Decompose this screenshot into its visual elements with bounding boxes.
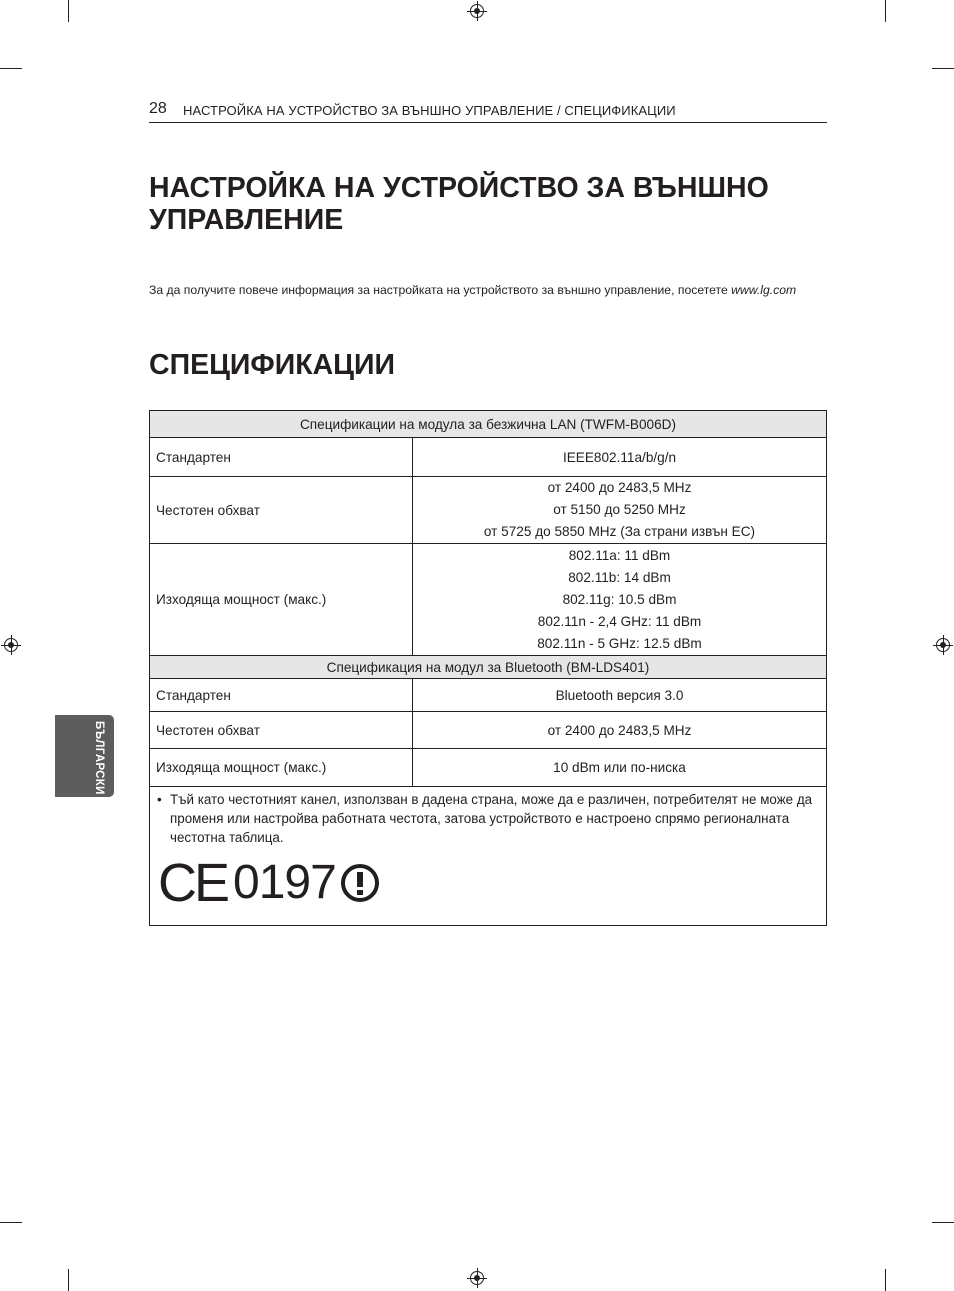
wlan-power-value: 802.11g: 10.5 dBm <box>562 591 677 607</box>
ce-mark-icon: CE <box>158 853 228 913</box>
wlan-frequency-value: от 5150 до 5250 MHz <box>553 502 686 517</box>
table-row <box>150 544 827 656</box>
registration-mark-icon <box>470 1271 484 1285</box>
registration-mark-icon <box>470 4 484 18</box>
bluetooth-power-label: Изходяща мощност (макс.) <box>150 749 413 787</box>
wlan-power-value: 802.11n - 5 GHz: 12.5 dBm <box>537 635 702 651</box>
crop-mark <box>68 0 69 22</box>
crop-mark <box>932 1222 954 1223</box>
language-tab-label: БЪЛГАРСКИ <box>93 721 105 795</box>
table-row <box>150 411 827 438</box>
crop-mark <box>68 1269 69 1291</box>
alert-class-2-icon <box>340 863 380 903</box>
table-row <box>150 477 827 544</box>
certification-marking <box>150 849 826 917</box>
wlan-frequency-value: от 2400 до 2483,5 MHz <box>547 480 692 495</box>
section-title-specifications: СПЕЦИФИКАЦИИ <box>149 349 395 381</box>
page-number: 28 <box>149 100 167 117</box>
running-title: НАСТРОЙКА НА УСТРОЙСТВО ЗА ВЪНШНО УПРАВЛЕНИЕ / СПЕЦИФИКАЦИИ <box>183 103 676 118</box>
intro-text: За да получите повече информация за настройката на устройството за външно управление, посетете <box>149 283 732 297</box>
wlan-power-values <box>413 544 827 656</box>
wlan-standard-label: Стандартен <box>150 438 413 477</box>
wlan-frequency-values <box>413 477 827 544</box>
wlan-standard-value: IEEE802.11a/b/g/n <box>413 438 827 477</box>
crop-mark <box>932 68 954 69</box>
bluetooth-standard-value: Bluetooth версия 3.0 <box>413 679 827 712</box>
table-row <box>150 712 827 749</box>
registration-mark-icon <box>4 638 18 652</box>
bluetooth-heading: Спецификация на модул за Bluetooth (BM-LDS401) <box>150 656 827 679</box>
table-row <box>150 787 827 926</box>
wlan-power-label: Изходяща мощност (макс.) <box>150 544 413 656</box>
table-row <box>150 438 827 477</box>
section-title-external-control: НАСТРОЙКА НА УСТРОЙСТВО ЗА ВЪНШНО УПРАВЛЕНИЕ <box>149 172 769 236</box>
wlan-frequency-value: от 5725 до 5850 MHz (За страни извън ЕС) <box>483 524 756 539</box>
wlan-heading: Спецификации на модула за безжична LAN (TWFM-B006D) <box>150 411 827 438</box>
table-row <box>150 749 827 787</box>
table-row <box>150 679 827 712</box>
website-link[interactable]: www.lg.com <box>731 283 797 297</box>
specifications-table <box>149 410 827 926</box>
page-header <box>149 100 827 123</box>
bluetooth-standard-label: Стандартен <box>150 679 413 712</box>
crop-mark <box>0 1222 22 1223</box>
table-row <box>150 656 827 679</box>
wlan-frequency-label: Честотен обхват <box>150 477 413 544</box>
notified-body-number: 0197 <box>233 856 336 909</box>
frequency-note: • Тъй като честотният канел, използван в дадена страна, може да е различен, потребителят не може да променя или настройва работната честота, затова устройството е настроено спрямо регионалната честотна таблица. <box>150 787 826 847</box>
wlan-power-value: 802.11n - 2,4 GHz: 11 dBm <box>537 613 702 629</box>
crop-mark <box>885 0 886 22</box>
bluetooth-frequency-value: от 2400 до 2483,5 MHz <box>413 712 827 749</box>
bluetooth-frequency-label: Честотен обхват <box>150 712 413 749</box>
wlan-power-value: 802.11a: 11 dBm <box>568 547 671 563</box>
crop-mark <box>885 1269 886 1291</box>
wlan-power-value: 802.11b: 14 dBm <box>568 569 671 585</box>
crop-mark <box>0 68 22 69</box>
intro-paragraph <box>149 283 796 297</box>
language-tab <box>55 715 114 797</box>
registration-mark-icon <box>936 638 950 652</box>
bluetooth-power-value: 10 dBm или по-ниска <box>413 749 827 787</box>
note-cell <box>150 787 827 926</box>
